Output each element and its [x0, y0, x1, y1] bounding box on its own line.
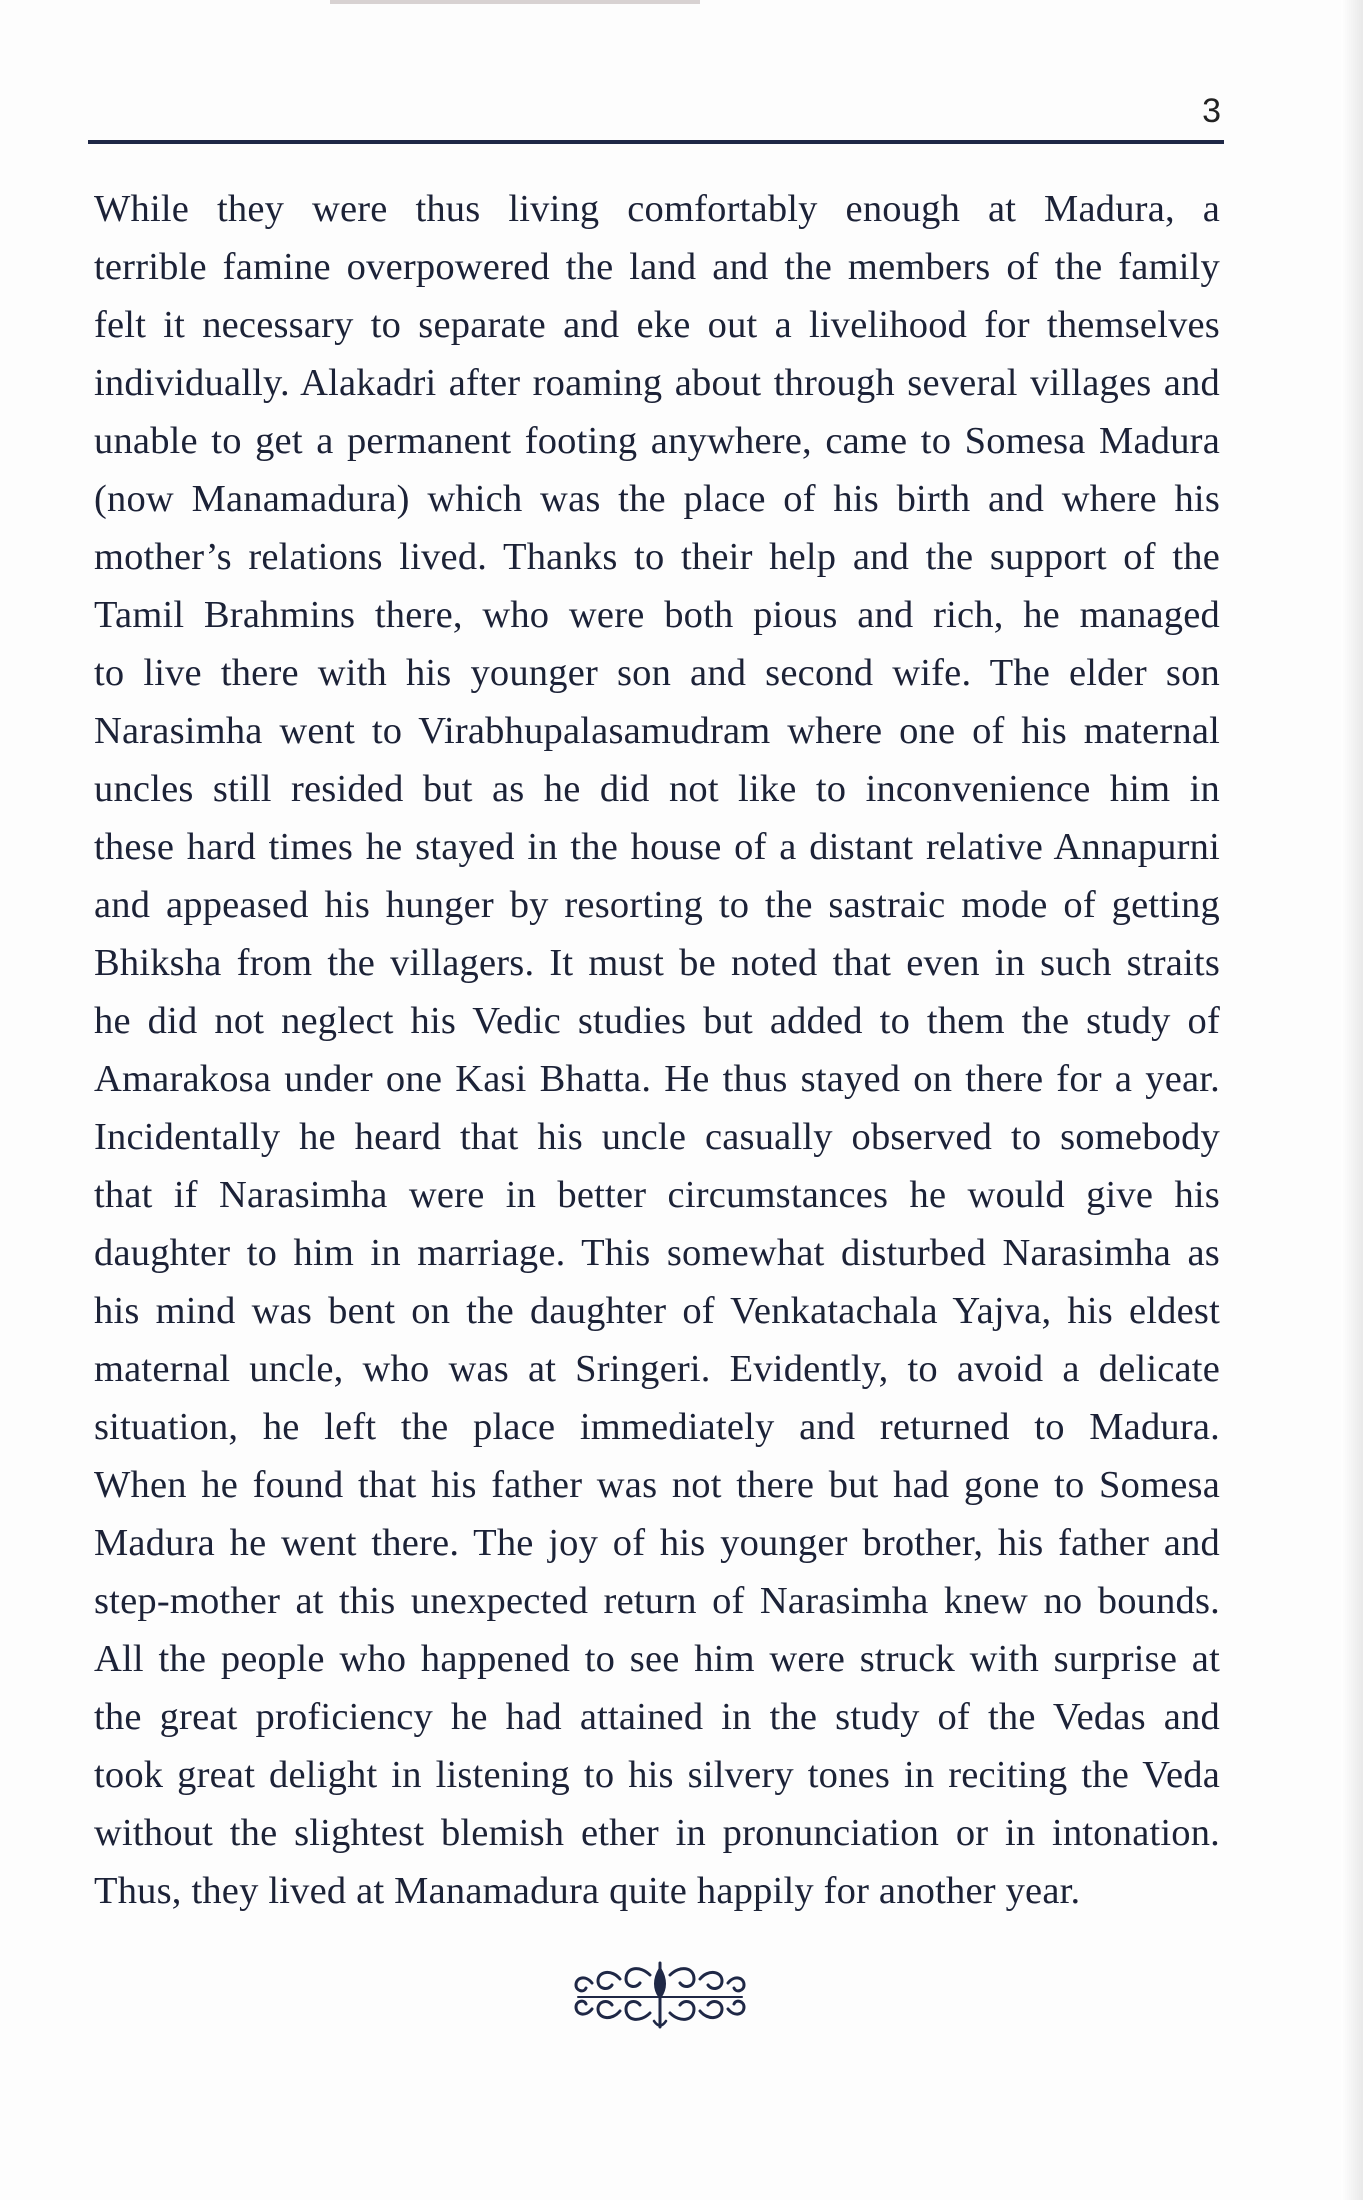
text-line: maternal uncle, who was at Sringeri. Evidently, to avoid a delicate: [94, 1348, 1220, 1390]
page-number: 3: [1202, 92, 1221, 130]
text-line: When he found that his father was not there but had gone to Somesa: [94, 1464, 1220, 1506]
text-line: Incidentally he heard that his uncle casually observed to somebody: [94, 1116, 1220, 1158]
text-line: terrible famine overpowered the land and the members of the family: [94, 246, 1220, 288]
text-line: situation, he left the place immediately and returned to Madura.: [94, 1406, 1220, 1448]
text-line: All the people who happened to see him were struck with surprise at: [94, 1638, 1220, 1680]
top-edge-shadow: [330, 0, 700, 4]
text-line: While they were thus living comfortably enough at Madura, a: [94, 188, 1220, 230]
floral-ornament-icon: [570, 1955, 750, 2035]
text-line: he did not neglect his Vedic studies but added to them the study of: [94, 1000, 1220, 1042]
text-line: step-mother at this unexpected return of Narasimha knew no bounds.: [94, 1580, 1220, 1622]
page-edge-shading: [1341, 0, 1363, 2200]
text-line: Madura he went there. The joy of his younger brother, his father and: [94, 1522, 1220, 1564]
text-line: took great delight in listening to his silvery tones in reciting the Veda: [94, 1754, 1220, 1796]
text-line: to live there with his younger son and second wife. The elder son: [94, 652, 1220, 694]
text-line: mother’s relations lived. Thanks to their help and the support of the: [94, 536, 1220, 578]
text-line: Amarakosa under one Kasi Bhatta. He thus stayed on there for a year.: [94, 1058, 1220, 1100]
text-line: without the slightest blemish ether in pronunciation or in intonation.: [94, 1812, 1220, 1854]
text-line: uncles still resided but as he did not like to inconvenience him in: [94, 768, 1220, 810]
text-line: Thus, they lived at Manamadura quite happily for another year.: [94, 1870, 1081, 1912]
text-line: Narasimha went to Virabhupalasamudram where one of his maternal: [94, 710, 1220, 752]
text-line: daughter to him in marriage. This somewhat disturbed Narasimha as: [94, 1232, 1220, 1274]
text-line: the great proficiency he had attained in the study of the Vedas and: [94, 1696, 1220, 1738]
text-line: Tamil Brahmins there, who were both pious and rich, he managed: [94, 594, 1220, 636]
text-line: individually. Alakadri after roaming about through several villages and: [94, 362, 1220, 404]
text-line: Bhiksha from the villagers. It must be noted that even in such straits: [94, 942, 1220, 984]
text-line: these hard times he stayed in the house of a distant relative Annapurni: [94, 826, 1220, 868]
text-line: his mind was bent on the daughter of Venkatachala Yajva, his eldest: [94, 1290, 1220, 1332]
header-rule: [88, 140, 1224, 144]
text-line: and appeased his hunger by resorting to the sastraic mode of getting: [94, 884, 1220, 926]
text-line: felt it necessary to separate and eke out a livelihood for themselves: [94, 304, 1220, 346]
text-line: that if Narasimha were in better circumstances he would give his: [94, 1174, 1220, 1216]
text-line: (now Manamadura) which was the place of his birth and where his: [94, 478, 1220, 520]
body-paragraph: [94, 180, 1220, 1920]
text-line: unable to get a permanent footing anywhere, came to Somesa Madura: [94, 420, 1220, 462]
